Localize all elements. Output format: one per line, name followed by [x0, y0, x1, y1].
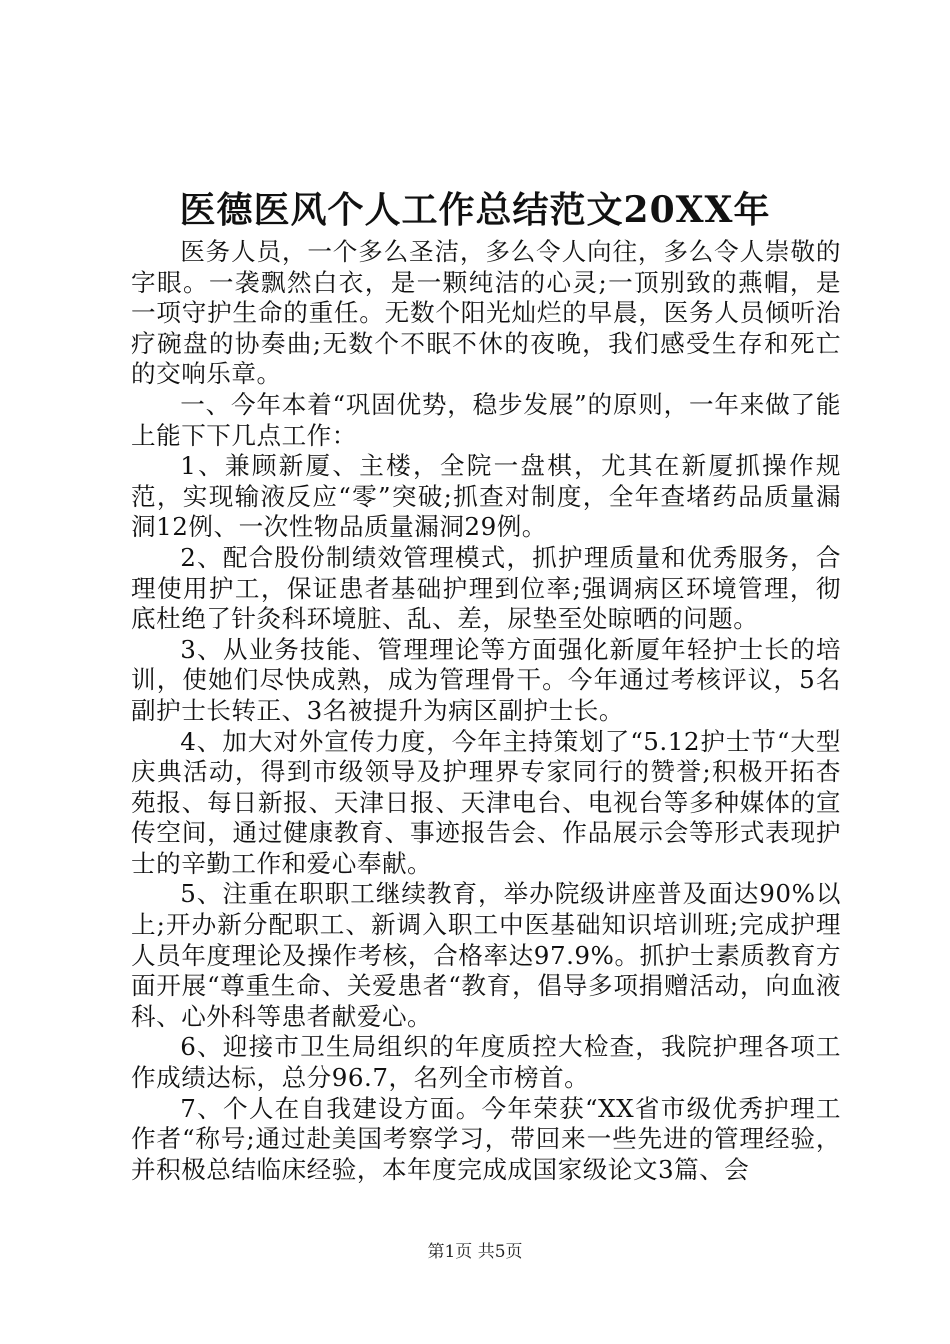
paragraph-section-one: 一、今年本着“巩固优势，稳步发展”的原则，一年来做了能上能下下几点工作：: [131, 389, 841, 450]
paragraph-intro: 医务人员，一个多么圣洁，多么令人向往，多么令人崇敬的字眼。一袭飘然白衣，是一颗纯洁的心灵;一顶别致的燕帽，是一项守护生命的重任。无数个阳光灿烂的早晨，医务人员倾听治疗碗盘的协奏曲;无数个不眠不休的夜晚，我们感受生存和死亡的交响乐章。: [131, 237, 841, 389]
page-number-footer: 第1页 共5页: [427, 1242, 523, 1262]
paragraph-item-3: 3、从业务技能、管理理论等方面强化新厦年轻护士长的培训，使她们尽快成熟，成为管理骨干。今年通过考核评议，5名副护士长转正、3名被提升为病区副护士长。: [131, 634, 841, 725]
paragraph-item-6: 6、迎接市卫生局组织的年度质控大检查，我院护理各项工作成绩达标，总分96.7，名列全市榜首。: [131, 1032, 841, 1093]
paragraph-item-2: 2、配合股份制绩效管理模式，抓护理质量和优秀服务，合理使用护工，保证患者基础护理到位率;强调病区环境管理，彻底杜绝了针灸科环境脏、乱、差，尿垫至处晾晒的问题。: [131, 542, 841, 634]
paragraph-item-7: 7、个人在自我建设方面。今年荣获“XX省市级优秀护理工作者“称号;通过赴美国考察学习，带回来一些先进的管理经验，并积极总结临床经验，本年度完成成国家级论文3篇、会: [131, 1093, 841, 1184]
paragraph-item-1: 1、兼顾新厦、主楼，全院一盘棋，尤其在新厦抓操作规范，实现输液反应“零”突破;抓查对制度，全年查堵药品质量漏洞12例、一次性物品质量漏洞29例。: [131, 451, 841, 542]
document-body: [131, 237, 841, 1185]
paragraph-item-5: 5、注重在职职工继续教育，举办院级讲座普及面达90%以上;开办新分配职工、新调入职工中医基础知识培训班;完成护理人员年度理论及操作考核，合格率达97.9%。抓护士素质教育方面开展“尊重生命、关爱患者“教育，倡导多项捐赠活动，向血液科、心外科等患者献爱心。: [131, 879, 841, 1031]
document-title: 医德医风个人工作总结范文20XX年: [179, 189, 771, 231]
paragraph-item-4: 4、加大对外宣传力度，今年主持策划了“5.12护士节“大型庆典活动，得到市级领导及护理界专家同行的赞誉;积极开拓杏苑报、每日新报、天津日报、天津电台、电视台等多种媒体的宣传空间，通过健康教育、事迹报告会、作品展示会等形式表现护士的辛勤工作和爱心奉献。: [131, 726, 841, 878]
